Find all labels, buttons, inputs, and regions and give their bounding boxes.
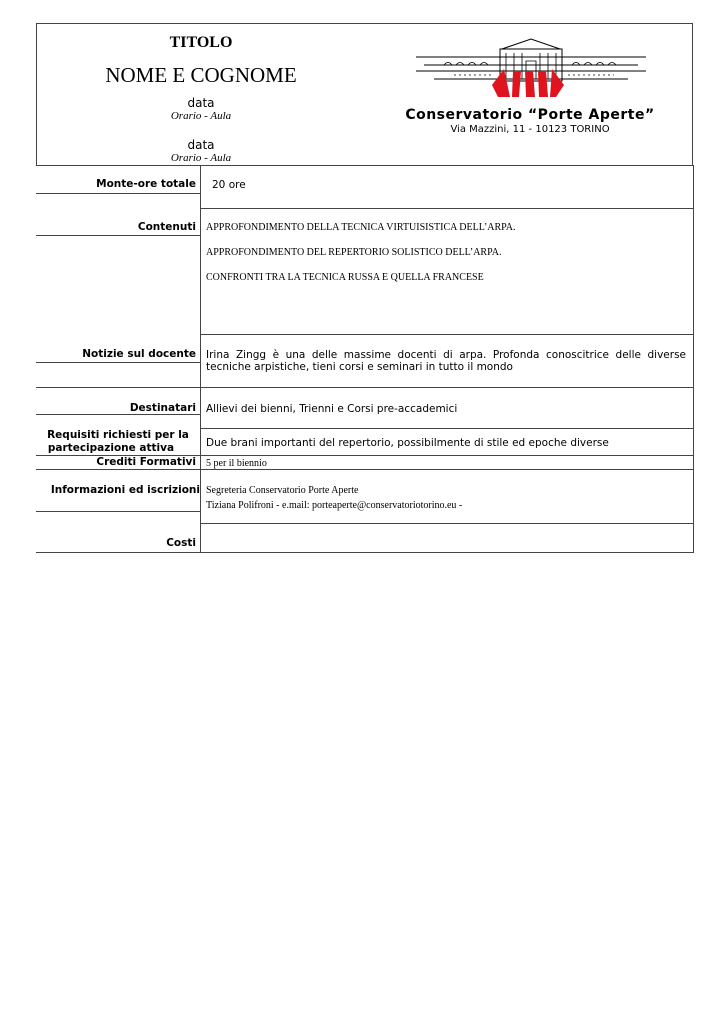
label-crediti: Crediti Formativi xyxy=(96,456,196,468)
value-contenuti-item-2: APPROFONDIMENTO DEL REPERTORIO SOLISTICO DELL’ARPA. xyxy=(206,247,502,258)
label-costi: Costi xyxy=(166,537,196,549)
rule-full-3 xyxy=(36,469,694,470)
rule-left-4 xyxy=(36,414,200,415)
label-contenuti: Contenuti xyxy=(137,221,196,233)
conservatory-building-logo-icon xyxy=(414,35,648,103)
rule-right-1 xyxy=(200,208,694,209)
organization-address: Via Mazzini, 11 - 10123 TORINO xyxy=(450,124,610,135)
label-destinatari: Destinatari xyxy=(129,402,196,414)
value-contenuti-item-1: APPROFONDIMENTO DELLA TECNICA VIRTUISISTICA DELL’ARPA. xyxy=(206,222,516,233)
organization-name: Conservatorio “Porte Aperte” xyxy=(405,107,655,123)
label-monte-ore: Monte-ore totale xyxy=(96,178,196,190)
session-1-time-room: Orario - Aula xyxy=(170,110,232,122)
session-1-date: data xyxy=(187,96,215,110)
rule-right-3 xyxy=(200,428,694,429)
rule-left-2 xyxy=(36,235,200,236)
rule-right-edge xyxy=(693,165,694,553)
course-title: TITOLO xyxy=(169,34,233,51)
rule-left-5 xyxy=(36,511,200,512)
label-requisiti-line2: partecipazione attiva xyxy=(47,442,175,454)
value-requisiti: Due brani importanti del repertorio, possibilmente di stile ed epoche diverse xyxy=(206,437,609,449)
label-informazioni: Informazioni ed iscrizioni xyxy=(50,484,200,496)
session-2-time-room: Orario - Aula xyxy=(170,152,232,164)
rule-right-4 xyxy=(200,523,694,524)
value-crediti: 5 per il biennio xyxy=(206,458,267,469)
value-contenuti-item-3: CONFRONTI TRA LA TECNICA RUSSA E QUELLA FRANCESE xyxy=(206,272,484,283)
rule-left-3 xyxy=(36,362,200,363)
rule-left-1 xyxy=(36,193,200,194)
rule-right-2 xyxy=(200,334,694,335)
course-sheet xyxy=(36,23,694,553)
label-requisiti-line1: Requisiti richiesti per la xyxy=(47,429,189,441)
rule-header-bottom xyxy=(36,165,694,166)
value-destinatari: Allievi dei bienni, Trienni e Corsi pre-accademici xyxy=(206,403,458,415)
rule-bottom xyxy=(36,552,694,553)
rule-column-divider xyxy=(200,165,201,553)
rule-full-1 xyxy=(36,387,694,388)
value-monte-ore: 20 ore xyxy=(212,179,246,191)
label-docente: Notizie sul docente xyxy=(82,348,196,360)
value-informazioni-line2: Tiziana Polifroni - e.mail: porteaperte@conservatoriotorino.eu - xyxy=(206,500,463,511)
session-2-date: data xyxy=(187,138,215,152)
value-informazioni-line1: Segreteria Conservatorio Porte Aperte xyxy=(206,485,359,496)
value-docente: Irina Zingg è una delle massime docenti di arpa. Profonda conoscitrice delle diverse tecniche arpistiche, tieni corsi e seminari in tutto il mondo xyxy=(206,349,686,373)
teacher-name: NOME E COGNOME xyxy=(105,63,297,87)
